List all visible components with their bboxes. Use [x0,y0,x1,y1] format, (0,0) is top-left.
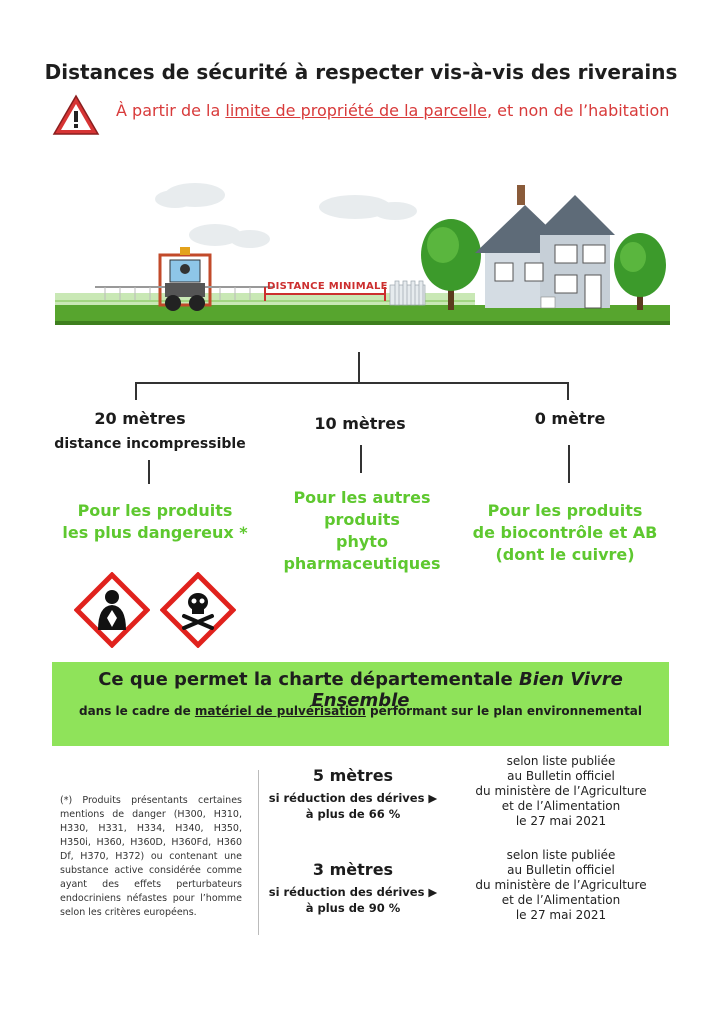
distance-20m: 20 mètres [94,409,186,428]
reduction-3m-title: 3 mètres [312,860,394,879]
distance-minimale-label: DISTANCE MINIMALE [267,281,388,292]
reduction-5m-reference: selon liste publiée au Bulletin officiel du ministère de l’Agriculture et de l’Alimentation le 27 mai 2021 [475,754,647,828]
subtitle-underlined: limite de propriété de la parcelle [225,101,487,120]
col2-line [360,445,362,473]
skull-crossbones-icon [160,572,236,648]
reduction-3m-desc: si réduction des dérives ▶ à plus de 90 % [268,885,438,915]
health-hazard-icon [74,572,150,648]
page-title: Distances de sécurité à respecter vis-à-vis des riverains [44,60,678,84]
reduction-3m-reference: selon liste publiée au Bulletin officiel du ministère de l’Agriculture et de l’Alimentation le 27 mai 2021 [475,848,647,922]
connector-right [567,382,569,400]
products-biocontrol: Pour les produits de biocontrôle et AB (dont le cuivre) [472,501,658,564]
connector-left [135,382,137,400]
col1-line [148,460,150,484]
connector-bar [135,382,569,384]
subtitle: À partir de la limite de propriété de la parcelle, et non de l’habitation [116,101,670,120]
field-house-illustration [55,175,670,355]
banner-title: Ce que permet la charte départementale Bien Vivre Ensemble [98,669,623,711]
distance-10m: 10 mètres [314,414,406,433]
connector-stem [358,352,360,384]
products-other: Pour les autres produits phyto pharmaceutiques [283,488,441,573]
reduction-5m-title: 5 mètres [312,766,394,785]
warning-triangle-icon [52,94,100,136]
distance-0m: 0 mètre [534,409,606,428]
reduction-5m-desc: si réduction des dérives ▶ à plus de 66 % [268,791,438,821]
products-dangerous: Pour les produits les plus dangereux * [62,501,248,542]
col3-line [568,445,570,483]
distance-incompressible: distance incompressible [54,436,246,452]
banner-subtitle: dans le cadre de matériel de pulvérisation performant sur le plan environnemental [78,704,643,718]
footnote: (*) Produits présentants certaines mentions de danger (H300, H310, H330, H331, H334, H340, H350, H350i, H360, H360D, H360Fd, H360 Df, H370, H372) ou contenant une substance active considérée comme ayant des effets perturbateurs endocriniens néfastes pour l’homme selon les critères européens. [60,795,242,918]
